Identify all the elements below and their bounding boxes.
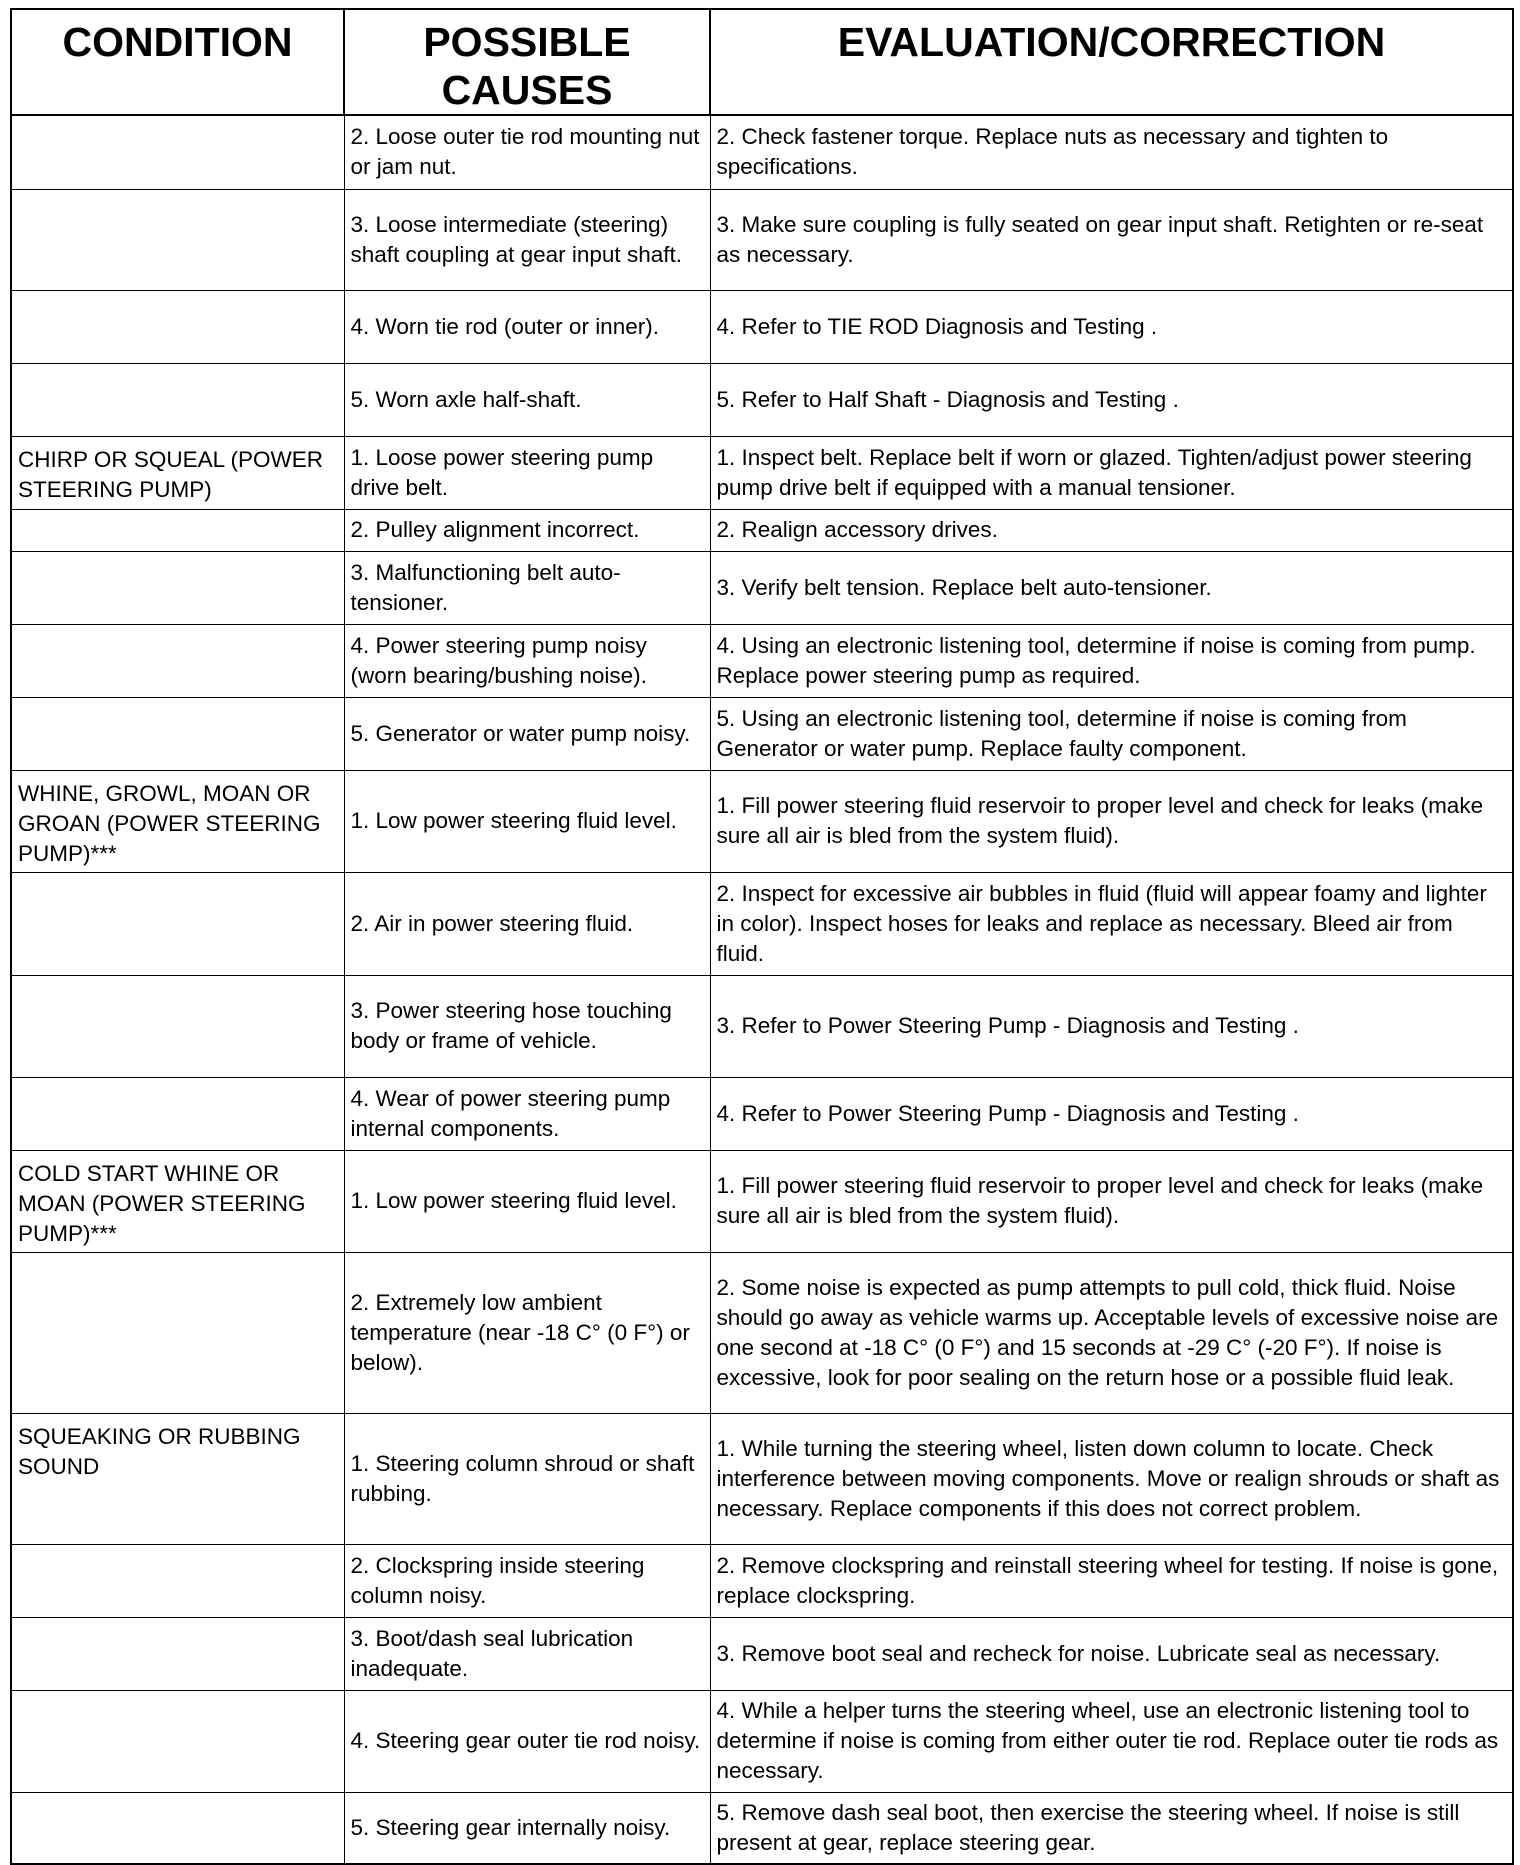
cause-cell: 5. Worn axle half-shaft. xyxy=(344,363,710,436)
cause-cell: 4. Wear of power steering pump internal components. xyxy=(344,1077,710,1150)
header-condition: CONDITION xyxy=(11,9,344,115)
correction-cell: 1. Fill power steering fluid reservoir to proper level and check for leaks (make sure all air is bled from the system fluid). xyxy=(710,770,1513,872)
cause-cell: 4. Steering gear outer tie rod noisy. xyxy=(344,1690,710,1792)
condition-cell xyxy=(11,290,344,363)
table-row xyxy=(11,115,1513,189)
cause-cell: 3. Boot/dash seal lubrication inadequate. xyxy=(344,1617,710,1690)
table-row xyxy=(11,697,1513,770)
cause-cell: 2. Loose outer tie rod mounting nut or jam nut. xyxy=(344,115,710,189)
correction-cell: 2. Check fastener torque. Replace nuts as necessary and tighten to specifications. xyxy=(710,115,1513,189)
cause-cell: 1. Loose power steering pump drive belt. xyxy=(344,436,710,509)
correction-cell: 2. Some noise is expected as pump attempts to pull cold, thick fluid. Noise should go away as vehicle warms up. Acceptable levels of excessive noise are one second at -18 C° (0 F°) and 15 seconds at -29 C° (-20 F°). If noise is excessive, look for poor sealing on the return hose or a possible fluid leak. xyxy=(710,1252,1513,1413)
table-row xyxy=(11,1690,1513,1792)
cause-cell: 2. Pulley alignment incorrect. xyxy=(344,509,710,551)
correction-cell: 2. Realign accessory drives. xyxy=(710,509,1513,551)
condition-cell xyxy=(11,1077,344,1150)
correction-cell: 5. Refer to Half Shaft - Diagnosis and Testing . xyxy=(710,363,1513,436)
condition-cell xyxy=(11,624,344,697)
condition-cell xyxy=(11,697,344,770)
correction-cell: 3. Remove boot seal and recheck for noise. Lubricate seal as necessary. xyxy=(710,1617,1513,1690)
table-row xyxy=(11,363,1513,436)
condition-cell xyxy=(11,1544,344,1617)
table-row xyxy=(11,1077,1513,1150)
table-row xyxy=(11,770,1513,872)
correction-cell: 4. Using an electronic listening tool, determine if noise is coming from pump. Replace power steering pump as required. xyxy=(710,624,1513,697)
table-row xyxy=(11,872,1513,975)
cause-cell: 5. Steering gear internally noisy. xyxy=(344,1792,710,1864)
condition-cell: WHINE, GROWL, MOAN OR GROAN (POWER STEERING PUMP)*** xyxy=(11,770,344,872)
cause-cell: 2. Extremely low ambient temperature (near -18 C° (0 F°) or below). xyxy=(344,1252,710,1413)
condition-cell xyxy=(11,551,344,624)
cause-cell: 3. Loose intermediate (steering) shaft coupling at gear input shaft. xyxy=(344,189,710,290)
table-row xyxy=(11,975,1513,1077)
cause-cell: 4. Worn tie rod (outer or inner). xyxy=(344,290,710,363)
diagnosis-table xyxy=(10,8,1514,1865)
table-row xyxy=(11,1617,1513,1690)
table-row xyxy=(11,551,1513,624)
correction-cell: 3. Refer to Power Steering Pump - Diagnosis and Testing . xyxy=(710,975,1513,1077)
cause-cell: 3. Power steering hose touching body or frame of vehicle. xyxy=(344,975,710,1077)
condition-cell xyxy=(11,1792,344,1864)
correction-cell: 1. Fill power steering fluid reservoir to proper level and check for leaks (make sure all air is bled from the system fluid). xyxy=(710,1150,1513,1252)
condition-cell xyxy=(11,189,344,290)
condition-cell xyxy=(11,1690,344,1792)
table-row xyxy=(11,509,1513,551)
table-row xyxy=(11,1413,1513,1544)
table-row xyxy=(11,1792,1513,1864)
correction-cell: 3. Verify belt tension. Replace belt auto-tensioner. xyxy=(710,551,1513,624)
correction-cell: 2. Remove clockspring and reinstall steering wheel for testing. If noise is gone, replace clockspring. xyxy=(710,1544,1513,1617)
cause-cell: 5. Generator or water pump noisy. xyxy=(344,697,710,770)
table-row xyxy=(11,290,1513,363)
correction-cell: 1. While turning the steering wheel, listen down column to locate. Check interference between moving components. Move or realign shrouds or shaft as necessary. Replace components if this does not correct problem. xyxy=(710,1413,1513,1544)
cause-cell: 4. Power steering pump noisy (worn bearing/bushing noise). xyxy=(344,624,710,697)
condition-cell xyxy=(11,509,344,551)
table-row xyxy=(11,436,1513,509)
cause-cell: 3. Malfunctioning belt auto-tensioner. xyxy=(344,551,710,624)
table-row xyxy=(11,1252,1513,1413)
condition-cell: SQUEAKING OR RUBBING SOUND xyxy=(11,1413,344,1544)
correction-cell: 1. Inspect belt. Replace belt if worn or glazed. Tighten/adjust power steering pump drive belt if equipped with a manual tensioner. xyxy=(710,436,1513,509)
correction-cell: 4. Refer to TIE ROD Diagnosis and Testing . xyxy=(710,290,1513,363)
cause-cell: 2. Clockspring inside steering column noisy. xyxy=(344,1544,710,1617)
condition-cell xyxy=(11,1617,344,1690)
header-row xyxy=(11,9,1513,115)
correction-cell: 4. Refer to Power Steering Pump - Diagnosis and Testing . xyxy=(710,1077,1513,1150)
correction-cell: 5. Using an electronic listening tool, determine if noise is coming from Generator or water pump. Replace faulty component. xyxy=(710,697,1513,770)
table-row xyxy=(11,624,1513,697)
table-row xyxy=(11,1544,1513,1617)
correction-cell: 4. While a helper turns the steering wheel, use an electronic listening tool to determine if noise is coming from either outer tie rod. Replace outer tie rods as necessary. xyxy=(710,1690,1513,1792)
correction-cell: 5. Remove dash seal boot, then exercise the steering wheel. If noise is still present at gear, replace steering gear. xyxy=(710,1792,1513,1864)
table-row xyxy=(11,189,1513,290)
cause-cell: 2. Air in power steering fluid. xyxy=(344,872,710,975)
condition-cell: CHIRP OR SQUEAL (POWER STEERING PUMP) xyxy=(11,436,344,509)
table-row xyxy=(11,1150,1513,1252)
header-possible-causes: POSSIBLE CAUSES xyxy=(344,9,710,115)
cause-cell: 1. Low power steering fluid level. xyxy=(344,770,710,872)
condition-cell xyxy=(11,115,344,189)
condition-cell xyxy=(11,872,344,975)
condition-cell xyxy=(11,1252,344,1413)
condition-cell xyxy=(11,975,344,1077)
condition-cell: COLD START WHINE OR MOAN (POWER STEERING PUMP)*** xyxy=(11,1150,344,1252)
header-evaluation: EVALUATION/CORRECTION xyxy=(710,9,1513,115)
correction-cell: 2. Inspect for excessive air bubbles in fluid (fluid will appear foamy and lighter in color). Inspect hoses for leaks and replace as necessary. Bleed air from fluid. xyxy=(710,872,1513,975)
cause-cell: 1. Low power steering fluid level. xyxy=(344,1150,710,1252)
condition-cell xyxy=(11,363,344,436)
correction-cell: 3. Make sure coupling is fully seated on gear input shaft. Retighten or re-seat as necessary. xyxy=(710,189,1513,290)
cause-cell: 1. Steering column shroud or shaft rubbing. xyxy=(344,1413,710,1544)
